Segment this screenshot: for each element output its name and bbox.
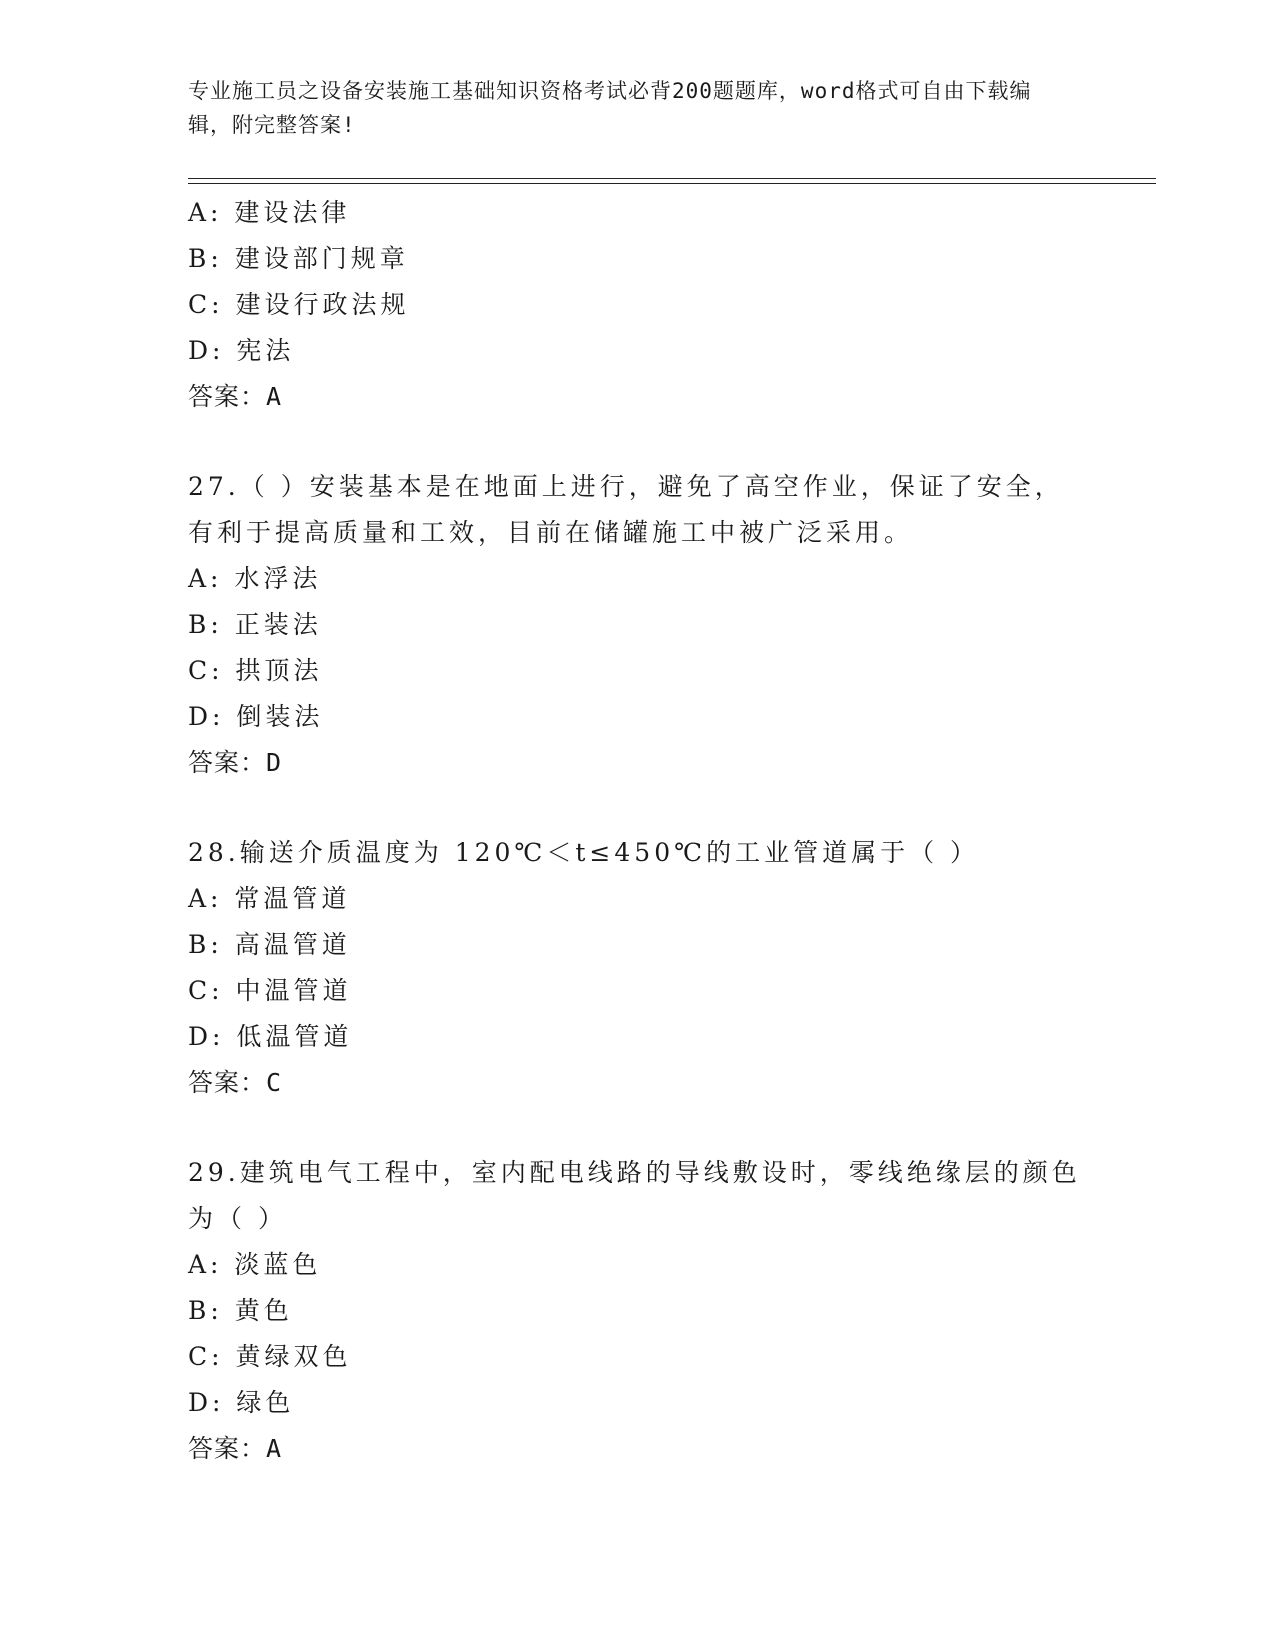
question-block-29 bbox=[188, 1150, 1088, 1472]
option-c: C: 黄绿双色 bbox=[188, 1342, 352, 1371]
option-c: C: 建设行政法规 bbox=[188, 290, 410, 319]
header-rule-bottom bbox=[188, 183, 1156, 184]
option-b: B: 正装法 bbox=[188, 610, 322, 639]
option-b: B: 建设部门规章 bbox=[188, 244, 409, 273]
question-text: 29.建筑电气工程中，室内配电线路的导线敷设时，零线绝缘层的颜色为（ ） bbox=[188, 1158, 1081, 1233]
option-d: D: 绿色 bbox=[188, 1388, 295, 1417]
option-d: D: 低温管道 bbox=[188, 1022, 353, 1051]
question-block-28 bbox=[188, 830, 1088, 1106]
question-list bbox=[188, 190, 1088, 1472]
option-d: D: 宪法 bbox=[188, 336, 295, 365]
answer-line: 答案：A bbox=[188, 1434, 283, 1463]
question-text: 28.输送介质温度为 120℃＜t≤450℃的工业管道属于（ ） bbox=[188, 838, 980, 867]
answer-line: 答案：C bbox=[188, 1068, 283, 1097]
document-header: 专业施工员之设备安装施工基础知识资格考试必背200题题库，word格式可自由下载编辑，附完整答案! bbox=[188, 79, 1032, 137]
option-a: A: 建设法律 bbox=[188, 198, 351, 227]
option-a: A: 淡蓝色 bbox=[188, 1250, 322, 1279]
question-block-26-tail bbox=[188, 190, 1088, 420]
option-c: C: 拱顶法 bbox=[188, 656, 323, 685]
option-a: A: 水浮法 bbox=[188, 564, 322, 593]
header-rule-top bbox=[188, 178, 1156, 179]
answer-line: 答案：D bbox=[188, 748, 283, 777]
answer-line: 答案：A bbox=[188, 382, 283, 411]
question-text: 27.（ ）安装基本是在地面上进行，避免了高空作业，保证了安全，有利于提高质量和工效，目前在储罐施工中被广泛采用。 bbox=[188, 472, 1064, 547]
option-b: B: 高温管道 bbox=[188, 930, 351, 959]
question-block-27 bbox=[188, 464, 1088, 786]
option-d: D: 倒装法 bbox=[188, 702, 324, 731]
option-b: B: 黄色 bbox=[188, 1296, 293, 1325]
option-a: A: 常温管道 bbox=[188, 884, 351, 913]
option-c: C: 中温管道 bbox=[188, 976, 352, 1005]
